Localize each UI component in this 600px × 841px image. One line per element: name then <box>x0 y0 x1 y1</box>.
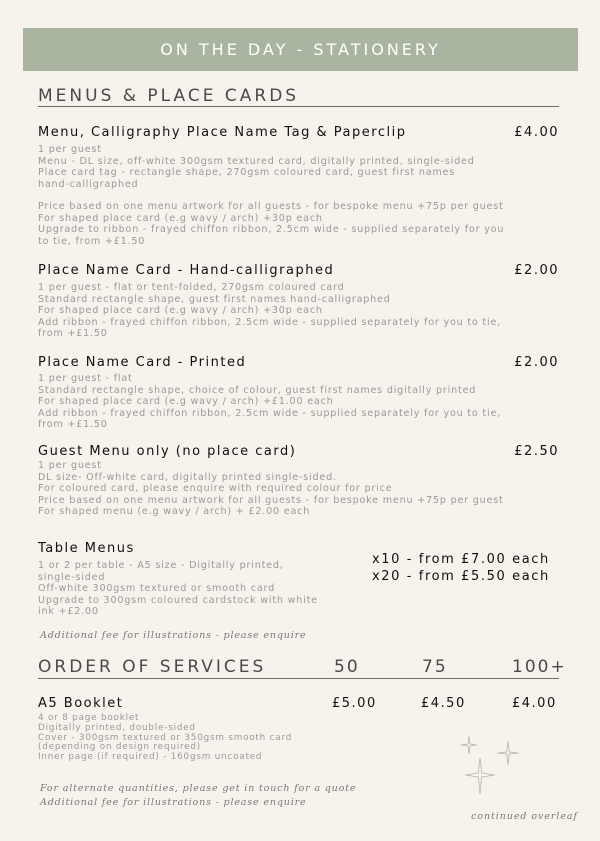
illustrations-note-footer: Additional fee for illustrations - please enquire <box>40 797 307 808</box>
section-title-order-of-services: ORDER OF SERVICES <box>38 657 267 677</box>
sparkles-icon <box>455 732 525 802</box>
quantity-col-50: 50 <box>334 657 360 677</box>
quantity-col-100-plus: 100+ <box>512 657 567 677</box>
item-price: £2.50 <box>514 444 559 459</box>
table-menus-tier-20: x20 - from £5.50 each <box>372 569 550 584</box>
item-price: £2.00 <box>514 355 559 370</box>
item-description: 1 per guest - flat or tent-folded, 270gsm coloured card Standard rectangle shape, guest first names hand-calligraphed For shaped place card (e.g wavy / arch) +30p each Add ribbon - frayed chiffon ribbon, 2.5cm wide - supplied separately for you to tie, from +£1.50 <box>38 282 502 339</box>
booklet-price-50: £5.00 <box>332 696 377 711</box>
booklet-title: A5 Booklet <box>38 696 124 711</box>
item-price: £2.00 <box>514 263 559 278</box>
item-title: Place Name Card - Hand-calligraphed <box>38 263 335 278</box>
quantity-col-75: 75 <box>422 657 448 677</box>
item-description: 1 per guest - flat Standard rectangle shape, choice of colour, guest first names digitally printed For shaped place card (e.g wavy / arch) +£1.00 each Add ribbon - frayed chiffon ribbon, 2.5cm wide - supplied separately for you to tie, from +£1.50 <box>38 373 502 430</box>
illustrations-note: Additional fee for illustrations - please enquire <box>40 630 307 641</box>
item-description: 1 per guest DL size- Off-white card, digitally printed single-sided. For coloured card, please enquire with required colour for price Price based on one menu artwork for all guests - for bespoke menu +75p per guest For shaped menu (e.g wavy / arch) + £2.00 each <box>38 460 504 517</box>
continued-overleaf: continued overleaf <box>471 811 578 822</box>
item-title: Place Name Card - Printed <box>38 355 247 370</box>
section-title-menus: MENUS & PLACE CARDS <box>38 86 300 106</box>
table-menus-title: Table Menus <box>38 541 135 556</box>
page-banner <box>23 28 578 71</box>
section-divider <box>38 678 559 679</box>
table-menus-tier-10: x10 - from £7.00 each <box>372 552 550 567</box>
banner-title: ON THE DAY - STATIONERY <box>160 40 441 59</box>
item-price: £4.00 <box>514 125 559 140</box>
table-menus-description: 1 or 2 per table - A5 size - Digitally printed, single-sided Off-white 300gsm textured or smooth card Upgrade to 300gsm coloured cardstock with white ink +£2.00 <box>38 560 318 617</box>
booklet-price-100-plus: £4.00 <box>512 696 557 711</box>
section-divider <box>38 106 559 107</box>
item-description: 1 per guest Menu - DL size, off-white 300gsm textured card, digitally printed, single-sided Place card tag - rectangle shape, 270gsm coloured card, guest first names hand-calligraphed Price based on one menu artwork for all guests - for bespoke menu +75p per guest For shaped place card (e.g wavy / arch) +30p each Upgrade to ribbon - frayed chiffon ribbon, 2.5cm wide - supplied separately for you to tie, from +£1.50 <box>38 144 505 247</box>
item-title: Menu, Calligraphy Place Name Tag & Paperclip <box>38 125 407 140</box>
item-title: Guest Menu only (no place card) <box>38 444 297 459</box>
quantities-note: For alternate quantities, please get in touch for a quote <box>40 783 357 794</box>
booklet-description: 4 or 8 page booklet Digitally printed, double-sided Cover - 300gsm textured or 350gsm smooth card (depending on design required) Inner page (if required) - 160gsm uncoated <box>38 713 293 763</box>
booklet-price-75: £4.50 <box>421 696 466 711</box>
